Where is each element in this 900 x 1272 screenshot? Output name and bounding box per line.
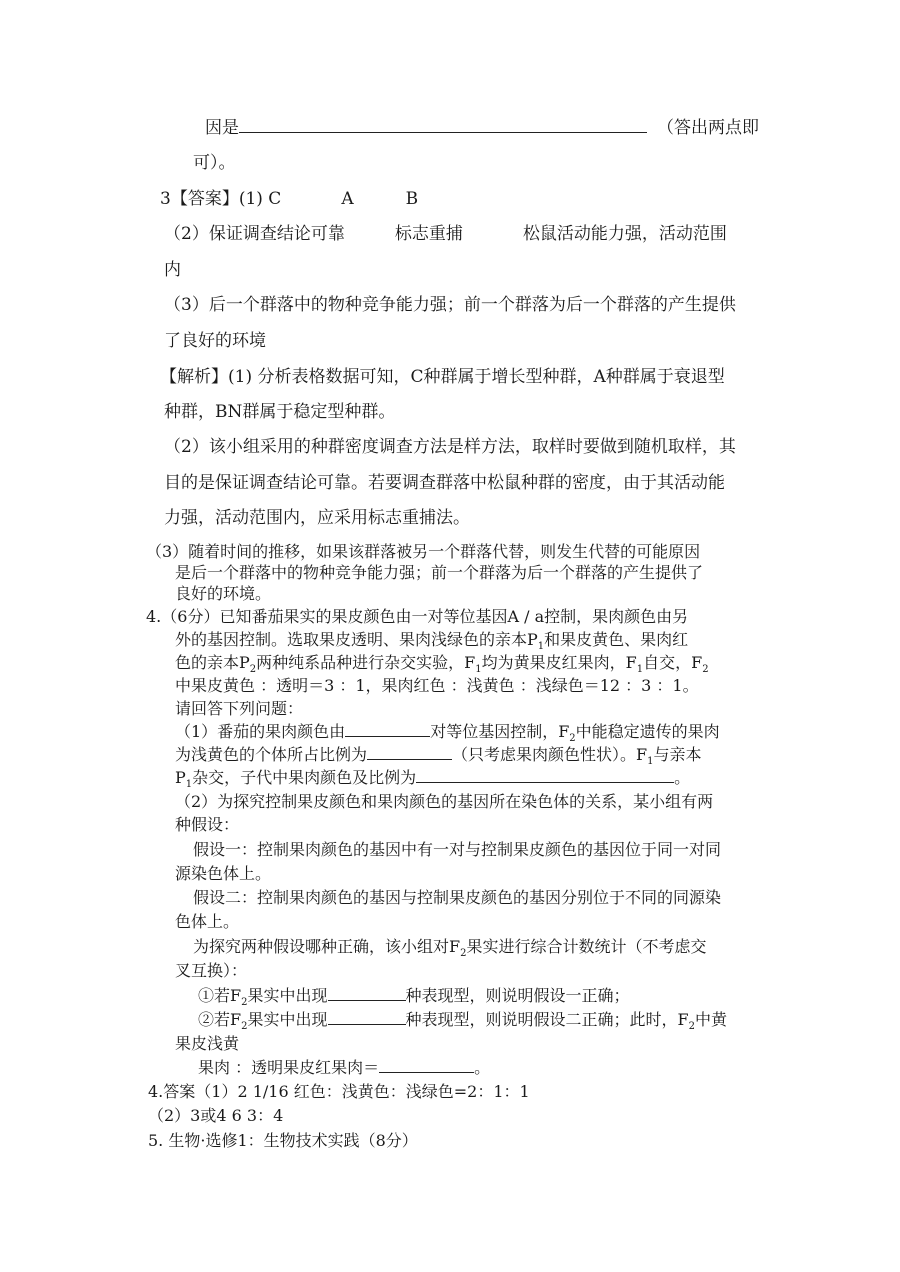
q3-analysis-3: （3）随着时间的推移，如果该群落被另一个群落代替，则发生代替的可能原因 <box>146 542 701 561</box>
hypothesis-2b: 色体上。 <box>175 912 240 931</box>
q3-analysis-2: （2）该小组采用的种群密度调查方法是样方法，取样时要做到随机取样，其 <box>164 437 736 457</box>
q3-answer-line: 3【答案】(1) C A B <box>160 189 419 209</box>
experiment-line1: 为探究两种假设哪种正确，该小组对$F_2$果实进行综合计数统计（不考虑交 <box>193 937 707 960</box>
q4-stem-2: 外的基因控制。选取果皮透明、果肉浅绿色的亲本$P_1$和果皮黄色、果肉红 <box>175 630 689 653</box>
q4-answer-2: （2）3或4 6 3：4 <box>148 1106 284 1125</box>
q3-answer-3b: 了良好的环境 <box>164 331 266 351</box>
q4-stem-3: 色的亲本$P_2$两种纯系品种进行杂交实验，$F_1$均为黄果皮红果肉，$F_1$自交，$F_2$ <box>175 653 709 676</box>
q4-sub1-line3: $P_1$杂交，子代中果肉颜色及比例为 。 <box>175 768 691 791</box>
answer-blank <box>328 1010 406 1025</box>
hypothesis-2: 假设二：控制果肉颜色的基因与控制果皮颜色的基因分别位于不同的同源染 <box>193 888 722 907</box>
q4-sub1-line2: 为浅黄色的个体所占比例为 （只考虑果肉颜色性状）。$F_1$与亲本 <box>175 745 702 768</box>
q3-answer-2: （2）保证调查结论可靠 标志重捕 松鼠活动能力强，活动范围 <box>164 224 727 244</box>
q3-tail-line: 因是 （答出两点即 <box>205 118 759 138</box>
q3-analysis-2b: 目的是保证调查结论可靠。若要调查群落中松鼠种群的密度，由于其活动能 <box>164 473 725 493</box>
q3-analysis-3b: 是后一个群落中的物种竞争能力强；前一个群落为后一个群落的产生提供了 <box>175 563 704 582</box>
hypothesis-1: 假设一：控制果肉颜色的基因中有一对与控制果皮颜色的基因位于同一对同 <box>193 840 722 859</box>
q4-stem-5: 请回答下列问题： <box>175 699 304 718</box>
answer-blank <box>416 768 674 783</box>
case-1: ①若$F_2$果实中出现 种表现型，则说明假设一正确； <box>198 986 630 1009</box>
q4-sub1-line1: （1）番茄的果肉颜色由 对等位基因控制，$F_2$中能稳定遗传的果肉 <box>175 722 720 745</box>
q4-answer-1: 4.答案（1）2 1/16 红色：浅黄色：浅绿色=2：1：1 <box>148 1082 530 1101</box>
q3-tail-cont: 可）。 <box>193 153 236 173</box>
experiment-line2: 叉互换）： <box>175 961 248 980</box>
hypothesis-1b: 源染色体上。 <box>175 864 272 883</box>
q4-stem-4: 中果皮黄色 ：透明＝3 ：1，果肉红色 ：浅黄色 ：浅绿色＝12 ：3 ：1。 <box>175 676 699 695</box>
answer-blank <box>379 1058 474 1073</box>
answer-blank <box>345 722 430 737</box>
q4-sub2-line1: （2）为探究控制果皮颜色和果肉颜色的基因所在染色体的关系，某小组有两 <box>175 792 714 811</box>
q3-answer-2b: 内 <box>164 260 181 280</box>
case-2c: 果肉 ：透明果皮红果肉＝ 。 <box>198 1058 491 1077</box>
answer-blank <box>328 986 406 1001</box>
case-2b: 果皮浅黄 <box>175 1034 240 1053</box>
q3-answer-3: （3）后一个群落中的物种竞争能力强；前一个群落为后一个群落的产生提供 <box>164 295 736 315</box>
q4-sub2-line2: 种假设： <box>175 815 240 834</box>
case-2: ②若$F_2$果实中出现 种表现型，则说明假设二正确；此时，$F_2$中黄 <box>198 1010 727 1033</box>
q4-stem-1: 4.（6分）已知番茄果实的果皮颜色由一对等位基因A / a控制，果肉颜色由另 <box>146 607 689 626</box>
q3-analysis-3c: 良好的环境。 <box>175 584 272 603</box>
q3-analysis-2c: 力强，活动范围内，应采用标志重捕法。 <box>164 508 470 528</box>
answer-blank <box>367 745 452 760</box>
q3-analysis-1b: 种群，BN群属于稳定型种群。 <box>164 402 396 422</box>
answer-blank <box>239 118 647 133</box>
q5-heading: 5. 生物·选修1：生物技术实践（8分） <box>148 1131 418 1150</box>
q3-analysis-1: 【解析】(1) 分析表格数据可知，C种群属于增长型种群，A种群属于衰退型 <box>160 367 725 387</box>
